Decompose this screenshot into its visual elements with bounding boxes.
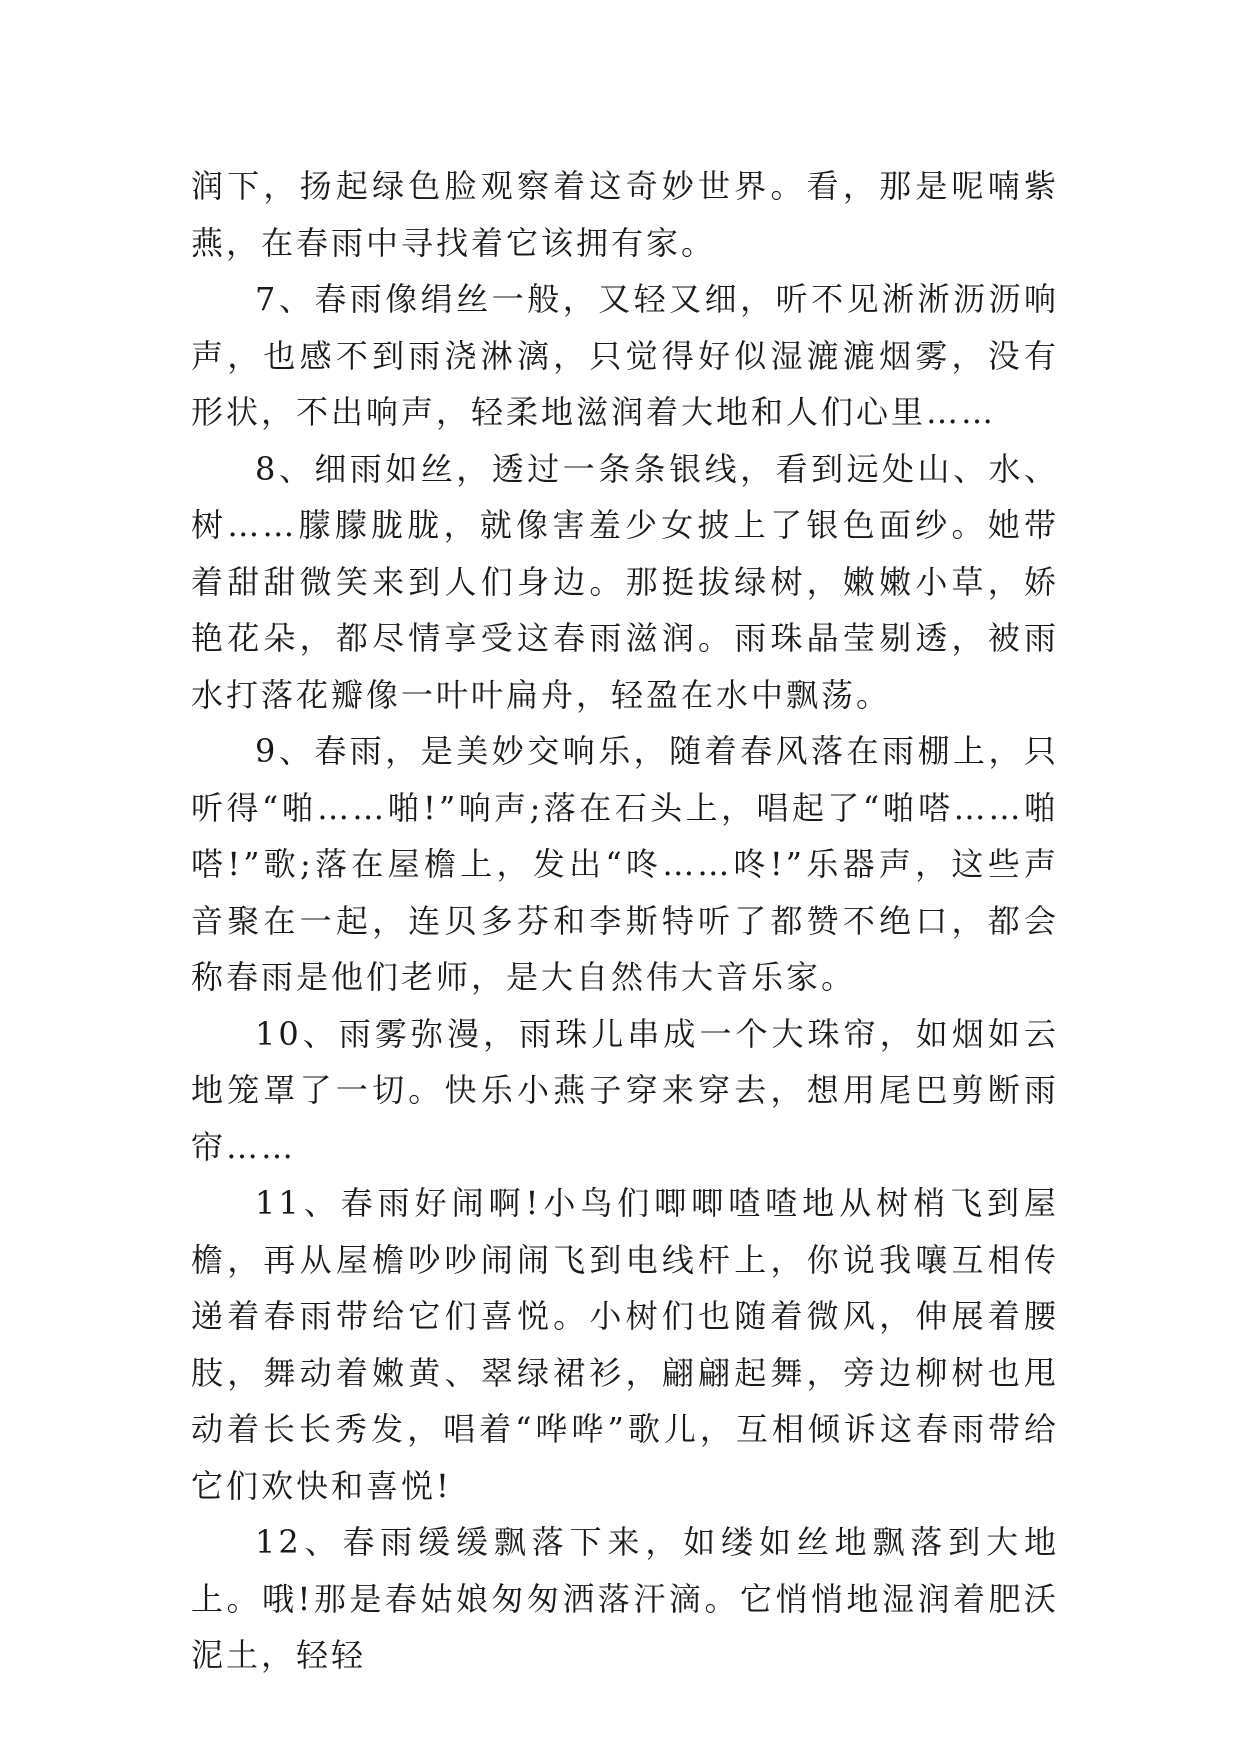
paragraph-continued: 润下，扬起绿色脸观察着这奇妙世界。看，那是呢喃紫燕，在春雨中寻找着它该拥有家。	[191, 167, 1059, 262]
paragraph-10: 10、雨雾弥漫，雨珠儿串成一个大珠帘，如烟如云地笼罩了一切。快乐小燕子穿来穿去，想用尾巴剪断雨帘……	[191, 1014, 1059, 1166]
paragraph-9: 9、春雨，是美妙交响乐，随着春风落在雨棚上，只听得“啪……啪!”响声;落在石头上，唱起了“啪嗒……啪嗒!”歌;落在屋檐上，发出“咚……咚!”乐器声，这些声音聚在一起，连贝多芬和李斯特听了都赞不绝口，都会称春雨是他们老师，是大自然伟大音乐家。	[191, 732, 1059, 996]
paragraph-8: 8、细雨如丝，透过一条条银线，看到远处山、水、树……朦朦胧胧，就像害羞少女披上了银色面纱。她带着甜甜微笑来到人们身边。那挺拔绿树，嫩嫩小草，娇艳花朵，都尽情享受这春雨滋润。雨珠晶莹剔透，被雨水打落花瓣像一叶叶扁舟，轻盈在水中飘荡。	[191, 449, 1059, 714]
paragraph-12: 12、春雨缓缓飘落下来，如缕如丝地飘落到大地上。哦!那是春姑娘匆匆洒落汗滴。它悄悄地湿润着肥沃泥土，轻轻	[191, 1523, 1059, 1674]
paragraph-7: 7、春雨像绢丝一般，又轻又细，听不见淅淅沥沥响声，也感不到雨浇淋漓，只觉得好似湿漉漉烟雾，没有形状，不出响声，轻柔地滋润着大地和人们心里……	[191, 280, 1059, 431]
paragraph-11: 11、春雨好闹啊!小鸟们唧唧喳喳地从树梢飞到屋檐，再从屋檐吵吵闹闹飞到电线杆上，你说我嚷互相传递着春雨带给它们喜悦。小树们也随着微风，伸展着腰肢，舞动着嫩黄、翠绿裙衫，翩翩起舞，旁边柳树也甩动着长长秀发，唱着“哗哗”歌儿，互相倾诉这春雨带给它们欢快和喜悦!	[191, 1184, 1059, 1505]
document-body	[191, 158, 1059, 1684]
